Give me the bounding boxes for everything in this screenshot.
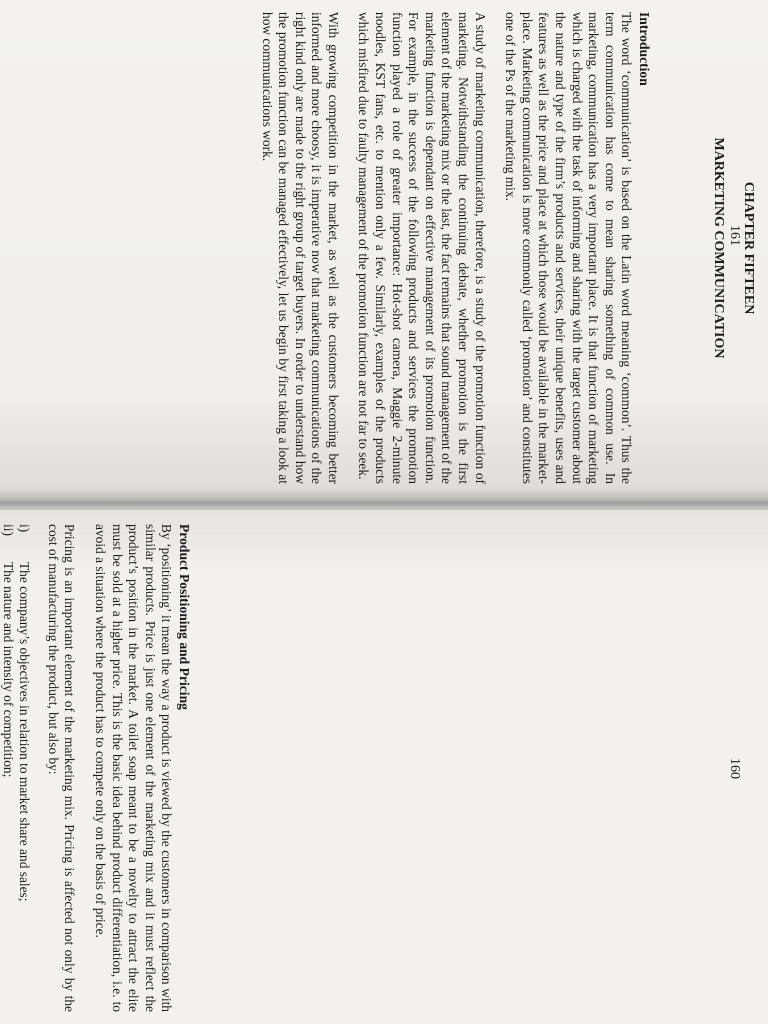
chapter-title: CHAPTER FIFTEEN: [741, 181, 756, 315]
pricing-factors-list: [0, 524, 32, 1012]
intro-paragraph-1: The word ‘communication’ is based on the Latin word meaning ‘common’. Thus the term communication has come to mean sharing something of common use. In marketing, communication has a very important place. It is that function of marketing which is charged with the task of informing and sharing with the target customer about the nature and type of the firm’s products and services, their unique benefits, uses and features as well as the price and place at which those would be available in the market-place. Marketing communication is more commonly called ‘promotion’ and constitutes one of the Ps of the marketing mix.: [503, 12, 635, 484]
positioning-paragraph: By ‘positioning’ it mean the way a product is viewed by the customers in comparison with similar products. Price is just one element of the marketing mix and it must reflect the product’s position in the market. A toilet soap meant to be a novelty to attract the elite must be sold at a higher price. This is the basic idea behind product differentiation, i.e. to avoid a situation where the product has to compete only on the basis of price.: [93, 524, 175, 1012]
page-160: [0, 510, 768, 1024]
list-item: ii) The nature and intensity of competition;: [0, 524, 16, 778]
section-title: MARKETING COMMUNICATION: [711, 137, 726, 359]
page-160-content: [0, 510, 768, 1024]
positioning-section: [0, 524, 192, 1012]
list-item: i) The company’s objectives in relation to market share and sales;: [17, 524, 33, 902]
positioning-heading: Product Positioning and Pricing: [177, 524, 192, 710]
introduction-heading: Introduction: [637, 12, 652, 86]
page-number-161: 161: [727, 225, 742, 246]
pricing-paragraph: Pricing is an important element of the marketing mix. Pricing is affected not only by the cost of manufacturing the product, but also by:: [45, 524, 78, 1012]
page-number-160: 160: [727, 758, 742, 779]
page-161: [0, 0, 768, 496]
page-161-content: [0, 0, 768, 496]
intro-paragraph-2: A study of marketing communication, therefore, is a study of the promotion function of marketing. Notwithstanding the continuing debate, whether promotion is the first element of the marketing mix or the last, the fact remains that sound management of the marketing function is dependant on effective management of its promotion function. For example, in the success of the following products and services the promotion function played a role of greater importance: Hot-shot camera, Maggie 2-minute noodles, KST fans, etc. to mention only a few. Similarly, examples of the products which misfired due to faulty management of the promotion function are not far to seek.: [356, 12, 488, 484]
intro-paragraph-3: With growing competition in the market, as well as the customers becoming better informed and more choosy, it is imperative now that marketing communications of the right kind only are made to the right group of target buyers. In order to understand how the promotion function can be managed effectively, let us begin by first taking a look at how communications work.: [259, 12, 341, 484]
introduction-section: [258, 12, 652, 484]
